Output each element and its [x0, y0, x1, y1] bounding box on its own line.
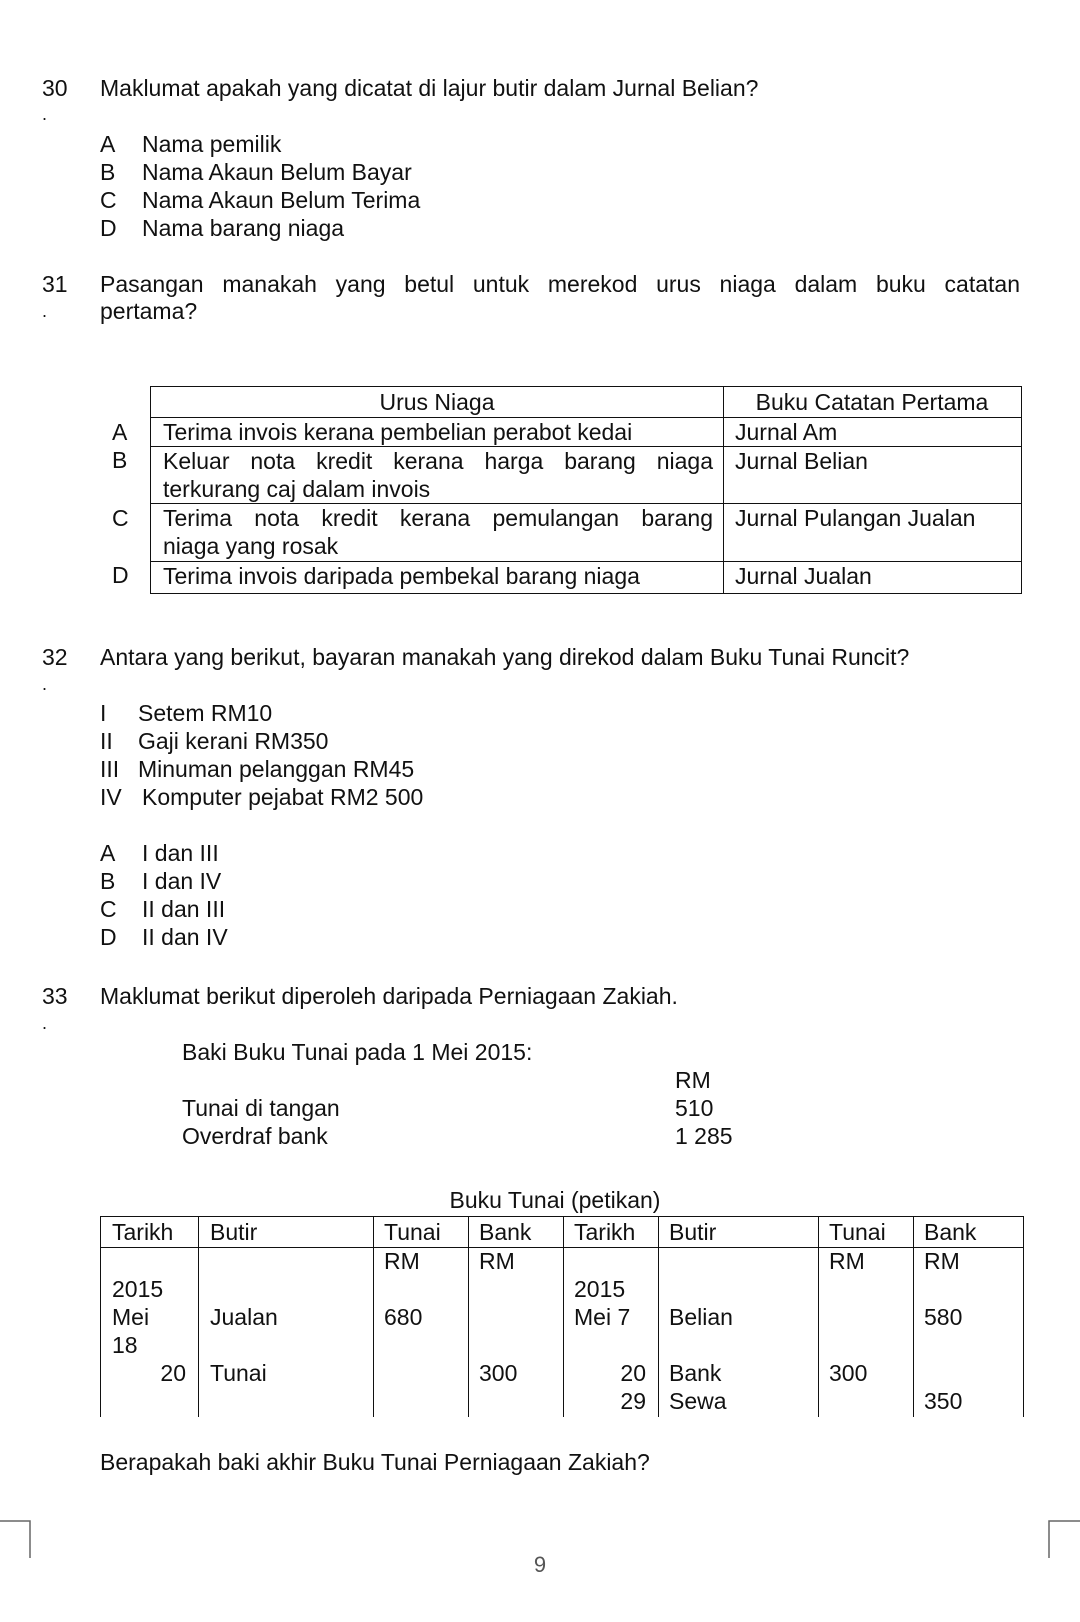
- cashbook-butir: Tunai: [210, 1360, 267, 1386]
- q33-balance-label: Overdraf bank: [182, 1123, 328, 1149]
- q31-row-letter: D: [112, 562, 129, 588]
- q32-item-text: Minuman pelanggan RM45: [138, 756, 415, 782]
- cashbook-header: Butir: [669, 1219, 717, 1245]
- q31-row-letter: A: [112, 419, 128, 445]
- q30-option-text: Nama barang niaga: [142, 215, 345, 241]
- q32-option-text: II dan III: [142, 896, 226, 922]
- q32-dot: .: [42, 674, 48, 694]
- q33-question: Maklumat berikut diperoleh daripada Perniagaan Zakiah.: [100, 983, 678, 1009]
- cashbook-header: Tunai: [384, 1219, 441, 1245]
- q30-option-letter: B: [100, 159, 116, 185]
- cashbook-header: Tunai: [829, 1219, 886, 1245]
- cashbook-tunai: 300: [829, 1360, 868, 1386]
- q32-item-text: Komputer pejabat RM2 500: [142, 784, 424, 810]
- q32-option-letter: D: [100, 924, 117, 950]
- q33-balance-title: Baki Buku Tunai pada 1 Mei 2015:: [182, 1039, 533, 1065]
- q32-item-roman: I: [100, 700, 107, 726]
- q30-option-letter: C: [100, 187, 117, 213]
- q32-item-roman: II: [100, 728, 113, 754]
- q30-option-text: Nama Akaun Belum Bayar: [142, 159, 412, 185]
- cashbook-header: Butir: [210, 1219, 258, 1245]
- q32-option-letter: A: [100, 840, 116, 866]
- q30-question: Maklumat apakah yang dicatat di lajur butir dalam Jurnal Belian?: [100, 75, 759, 101]
- q31-question-line2: pertama?: [100, 298, 198, 324]
- cashbook-bank: 300: [479, 1360, 518, 1386]
- q31-header-urus-niaga: Urus Niaga: [379, 389, 495, 415]
- cashbook-date: 20: [620, 1360, 646, 1386]
- cashbook-tunai: 680: [384, 1304, 423, 1330]
- cashbook-date: 20: [160, 1360, 186, 1386]
- cashbook-title: Buku Tunai (petikan): [449, 1187, 661, 1213]
- cashbook-unit: RM: [384, 1248, 420, 1274]
- q31-cell-niaga: Terima invois daripada pembekal barang niaga: [163, 563, 640, 589]
- q33-balance-value: 510: [675, 1095, 714, 1121]
- cashbook-butir: Bank: [669, 1360, 722, 1386]
- q31-row-letter: B: [112, 447, 128, 473]
- q31-question-line1: Pasangan manakah yang betul untuk merekod urus niaga dalam buku catatan: [100, 271, 1020, 297]
- cashbook-unit: RM: [829, 1248, 865, 1274]
- cashbook-date: Mei 7: [574, 1304, 631, 1330]
- table-divider: [101, 1247, 1023, 1248]
- q32-item-roman: III: [100, 756, 120, 782]
- q32-option-letter: C: [100, 896, 117, 922]
- q32-item-text: Gaji kerani RM350: [138, 728, 329, 754]
- q32-question: Antara yang berikut, bayaran manakah yang direkod dalam Buku Tunai Runcit?: [100, 644, 910, 670]
- q31-row-letter: C: [112, 505, 129, 531]
- q31-number: 31: [42, 271, 68, 297]
- q33-balance-label: Tunai di tangan: [182, 1095, 340, 1121]
- cashbook-bank: 350: [924, 1388, 963, 1414]
- q32-option-text: I dan IV: [142, 868, 222, 894]
- cashbook-table: [100, 1216, 1024, 1417]
- q30-dot: .: [42, 104, 48, 124]
- page-number: 9: [533, 1552, 547, 1577]
- q33-balance-value: 1 285: [675, 1123, 733, 1149]
- q31-cell-buku: Jurnal Belian: [735, 448, 868, 474]
- q31-cell-niaga: Terima nota kredit kerana pemulangan barang: [163, 505, 713, 531]
- q30-option-letter: A: [100, 131, 116, 157]
- cashbook-date: Mei: [112, 1304, 150, 1330]
- cashbook-header: Bank: [479, 1219, 532, 1245]
- cashbook-unit: RM: [924, 1248, 960, 1274]
- q31-cell-buku: Jurnal Pulangan Jualan: [735, 505, 976, 531]
- cashbook-header: Bank: [924, 1219, 977, 1245]
- q31-cell-niaga: niaga yang rosak: [163, 533, 339, 559]
- q31-table: [150, 386, 1022, 594]
- q31-dot: .: [42, 301, 48, 321]
- q31-cell-niaga: terkurang caj dalam invois: [163, 476, 431, 502]
- q30-number: 30: [42, 75, 68, 101]
- cashbook-butir: Jualan: [210, 1304, 278, 1330]
- cashbook-year: 2015: [574, 1276, 626, 1302]
- cashbook-date: 18: [112, 1332, 138, 1358]
- q32-option-text: II dan IV: [142, 924, 228, 950]
- cashbook-butir: Sewa: [669, 1388, 727, 1414]
- q31-header-buku: Buku Catatan Pertama: [755, 389, 989, 415]
- cashbook-bank: 580: [924, 1304, 963, 1330]
- q30-option-text: Nama Akaun Belum Terima: [142, 187, 421, 213]
- q30-option-letter: D: [100, 215, 117, 241]
- cashbook-date: 29: [620, 1388, 646, 1414]
- q31-cell-niaga: Terima invois kerana pembelian perabot kedai: [163, 419, 633, 445]
- q32-item-roman: IV: [100, 784, 122, 810]
- cashbook-butir: Belian: [669, 1304, 733, 1330]
- q33-final-question: Berapakah baki akhir Buku Tunai Perniagaan Zakiah?: [100, 1449, 650, 1475]
- q33-dot: .: [42, 1013, 48, 1033]
- q32-item-text: Setem RM10: [138, 700, 273, 726]
- q33-balance-currency: RM: [675, 1067, 711, 1093]
- q32-number: 32: [42, 644, 68, 670]
- cashbook-year: 2015: [112, 1276, 164, 1302]
- cashbook-header: Tarikh: [574, 1219, 636, 1245]
- cashbook-unit: RM: [479, 1248, 515, 1274]
- q30-option-text: Nama pemilik: [142, 131, 282, 157]
- q31-cell-buku: Jurnal Jualan: [735, 563, 872, 589]
- q32-option-letter: B: [100, 868, 116, 894]
- q32-option-text: I dan III: [142, 840, 219, 866]
- q31-cell-buku: Jurnal Am: [735, 419, 838, 445]
- q33-number: 33: [42, 983, 68, 1009]
- q31-cell-niaga: Keluar nota kredit kerana harga barang niaga: [163, 448, 713, 474]
- cashbook-header: Tarikh: [112, 1219, 174, 1245]
